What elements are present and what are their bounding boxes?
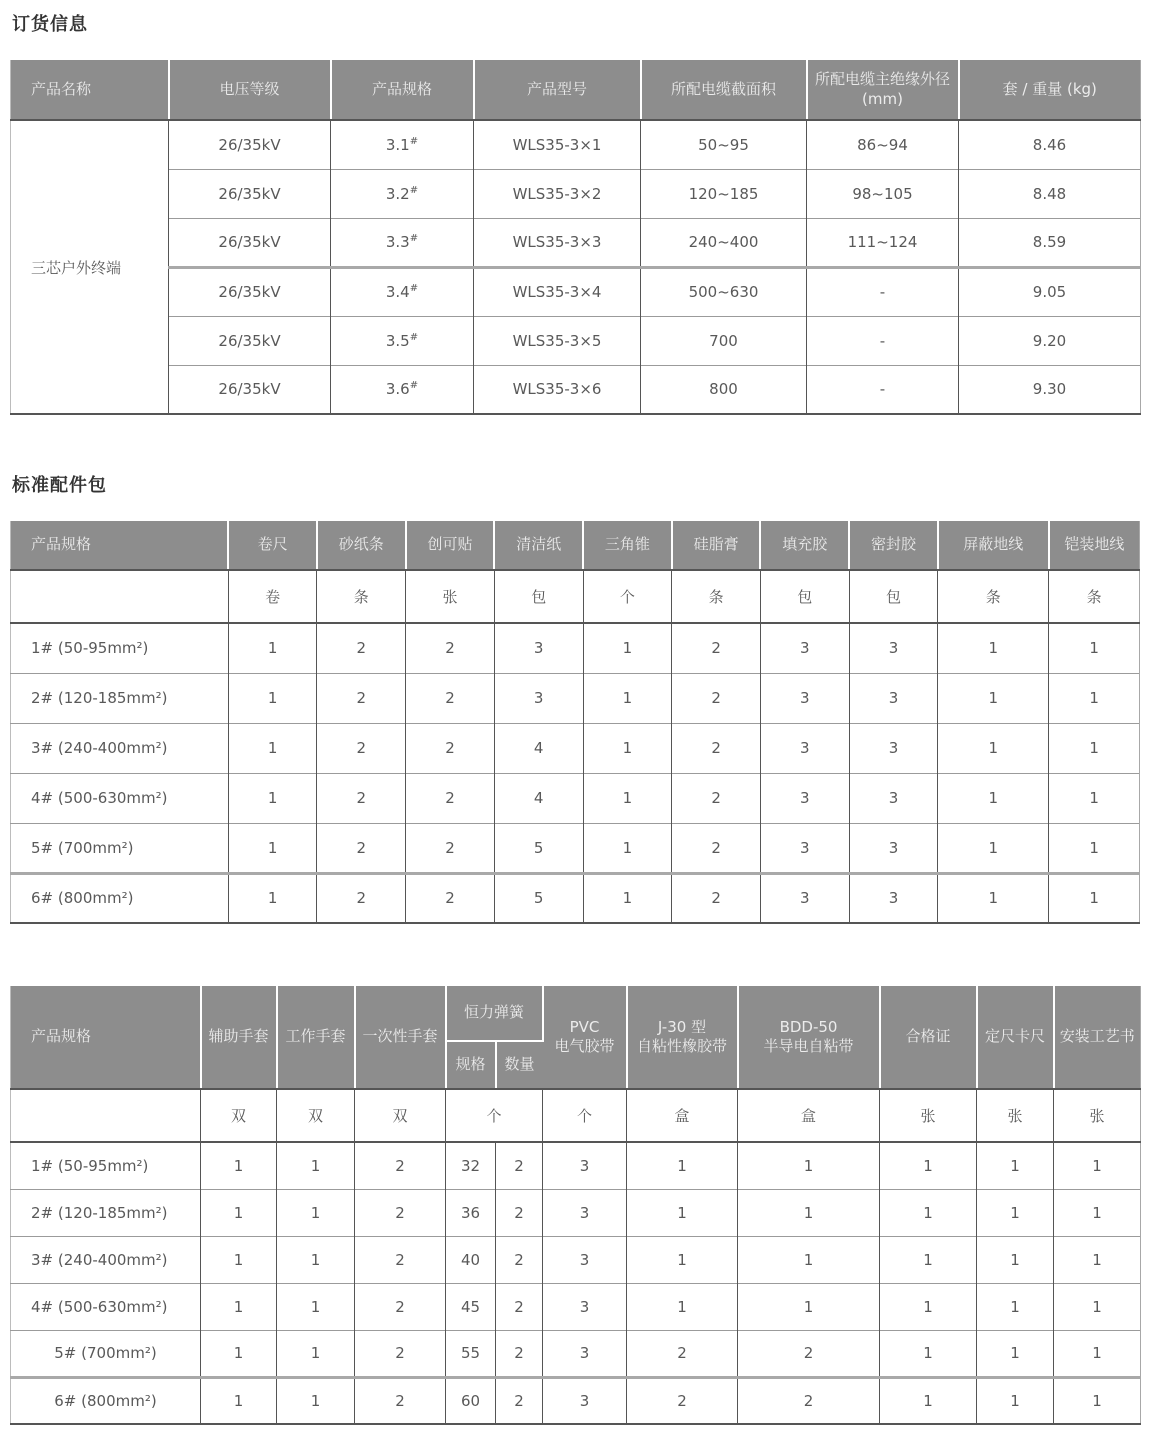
table-cell: 3# (240-400mm²) [11, 723, 229, 773]
table-cell: 1 [977, 1283, 1054, 1330]
table-row [11, 1189, 1141, 1236]
accessory-table-2-header [11, 986, 1141, 1089]
col-header-insulation-od-line1: 所配电缆主绝缘外径 [814, 70, 950, 88]
col-header-spec: 产品规格 [11, 986, 201, 1089]
table-cell: 60 [446, 1377, 496, 1424]
table-cell: 9.05 [959, 267, 1141, 316]
table-cell: 1 [228, 623, 317, 673]
accessory-table-1-header [11, 521, 1140, 570]
table-cell: 1 [1054, 1377, 1141, 1424]
table-cell: 40 [446, 1236, 496, 1283]
unit-cell: 张 [880, 1089, 977, 1142]
table-cell: 1 [583, 623, 672, 673]
table-row [11, 773, 1140, 823]
col-header-sandpaper: 砂纸条 [317, 521, 406, 570]
table-cell: 3.3# [331, 218, 474, 267]
col-header-insulation-od-line2: (mm) [862, 89, 903, 108]
col-header-spec: 产品规格 [11, 521, 229, 570]
table-cell: 1 [1049, 823, 1140, 873]
table-cell: 2 [496, 1377, 543, 1424]
table-cell: 1 [583, 673, 672, 723]
table-cell: 1 [738, 1142, 880, 1189]
accessory-table-2-body [11, 1142, 1141, 1424]
table-cell: 1 [738, 1283, 880, 1330]
unit-cell: 个 [583, 570, 672, 623]
standard-accessory-table-2 [10, 986, 1141, 1425]
table-cell: 1 [201, 1377, 277, 1424]
table-cell: 1 [1049, 673, 1140, 723]
table-cell: 5# (700mm²) [11, 823, 229, 873]
table-row [11, 673, 1140, 723]
product-name-cell: 三芯户外终端 [11, 120, 169, 414]
table-cell: 50~95 [641, 120, 807, 169]
table-cell: 86~94 [807, 120, 959, 169]
table-cell: 3 [543, 1330, 627, 1377]
table-cell: 1 [738, 1236, 880, 1283]
table-cell: 1 [938, 673, 1049, 723]
header-row [11, 60, 1141, 120]
table-row [11, 316, 1141, 365]
table-cell: 5 [494, 823, 583, 873]
table-cell: 1 [201, 1283, 277, 1330]
table-cell: 1# (50-95mm²) [11, 623, 229, 673]
table-cell: 3 [543, 1377, 627, 1424]
col-header-work-gloves: 工作手套 [277, 986, 355, 1089]
table-cell: 2 [355, 1236, 446, 1283]
col-header-aux-gloves: 辅助手套 [201, 986, 277, 1089]
table-row [11, 1330, 1141, 1377]
table-cell: 6# (800mm²) [11, 1377, 201, 1424]
table-row [11, 1142, 1141, 1189]
table-cell: 4# (500-630mm²) [11, 773, 229, 823]
table-cell: 1 [880, 1142, 977, 1189]
col-header-spec: 产品规格 [331, 60, 474, 120]
unit-cell: 包 [849, 570, 938, 623]
table-cell: 2 [317, 823, 406, 873]
col-header-weight: 套 / 重量 (kg) [959, 60, 1141, 120]
table-cell: 26/35kV [169, 316, 331, 365]
table-cell: 2 [672, 623, 761, 673]
table-row [11, 873, 1140, 923]
header-row [11, 521, 1140, 570]
unit-cell: 盒 [627, 1089, 738, 1142]
table-cell: 2 [317, 773, 406, 823]
table-cell: 9.30 [959, 365, 1141, 414]
table-cell: 2 [406, 723, 495, 773]
table-row [11, 723, 1140, 773]
table-cell: 1 [277, 1377, 355, 1424]
table-cell: 26/35kV [169, 218, 331, 267]
col-header-shield-ground-wire: 屏蔽地线 [938, 521, 1049, 570]
table-cell: 1 [880, 1283, 977, 1330]
table-cell: 1 [880, 1377, 977, 1424]
table-cell: WLS35-3×5 [474, 316, 641, 365]
table-cell: 2 [317, 723, 406, 773]
table-row [11, 623, 1140, 673]
table-cell: 1 [1054, 1142, 1141, 1189]
table-cell: 2 [496, 1142, 543, 1189]
unit-cell: 张 [406, 570, 495, 623]
table-cell: 700 [641, 316, 807, 365]
table-cell: 3 [543, 1142, 627, 1189]
unit-cell: 包 [760, 570, 849, 623]
unit-cell: 个 [446, 1089, 543, 1142]
col-header-product-name: 产品名称 [11, 60, 169, 120]
table-cell: 2 [496, 1189, 543, 1236]
table-cell: 2 [317, 673, 406, 723]
table-cell: 1 [1054, 1189, 1141, 1236]
unit-cell: 包 [494, 570, 583, 623]
table-cell: 1 [583, 873, 672, 923]
table-cell: 4# (500-630mm²) [11, 1283, 201, 1330]
col-header-model: 产品型号 [474, 60, 641, 120]
table-cell: 2 [406, 673, 495, 723]
table-cell: 8.48 [959, 169, 1141, 218]
table-cell: 3 [849, 873, 938, 923]
col-header-cleaning-paper: 清洁纸 [494, 521, 583, 570]
table-row [11, 365, 1141, 414]
table-cell: 1 [228, 873, 317, 923]
table-row [11, 267, 1141, 316]
col-header-spring-spec: 规格 [446, 1041, 496, 1089]
table-row [11, 120, 1141, 169]
table-cell: 3 [849, 723, 938, 773]
table-cell: 1 [201, 1330, 277, 1377]
table-cell: WLS35-3×3 [474, 218, 641, 267]
table-cell: 1 [938, 873, 1049, 923]
table-cell: 2 [672, 823, 761, 873]
table-row [11, 1283, 1141, 1330]
table-cell: 2 [406, 623, 495, 673]
table-cell: 3 [760, 723, 849, 773]
table-cell: 2 [627, 1377, 738, 1424]
unit-row [11, 570, 1140, 623]
table-cell: 1 [627, 1142, 738, 1189]
table-cell: 2# (120-185mm²) [11, 1189, 201, 1236]
table-cell: 55 [446, 1330, 496, 1377]
table-cell: 240~400 [641, 218, 807, 267]
table-cell: 32 [446, 1142, 496, 1189]
table-cell: WLS35-3×1 [474, 120, 641, 169]
col-header-install-manual: 安装工艺书 [1054, 986, 1141, 1089]
table-cell: 3 [849, 673, 938, 723]
table-cell: 2 [317, 623, 406, 673]
unit-cell: 双 [277, 1089, 355, 1142]
col-header-tape-measure: 卷尺 [228, 521, 317, 570]
table-cell: 98~105 [807, 169, 959, 218]
table-cell: 8.46 [959, 120, 1141, 169]
table-row [11, 218, 1141, 267]
unit-cell: 卷 [228, 570, 317, 623]
table-cell: 3 [543, 1283, 627, 1330]
table-cell: 3# (240-400mm²) [11, 1236, 201, 1283]
accessory-table-1-body [11, 623, 1140, 923]
table-cell: 1 [1049, 623, 1140, 673]
table-cell: 1 [977, 1236, 1054, 1283]
table-cell: 1 [627, 1189, 738, 1236]
table-cell: 1 [277, 1283, 355, 1330]
table-cell: 8.59 [959, 218, 1141, 267]
table-row [11, 823, 1140, 873]
col-header-bandaid: 创可贴 [406, 521, 495, 570]
table-cell: 3 [543, 1189, 627, 1236]
col-header-constant-force-spring: 恒力弹簧 [446, 986, 543, 1041]
col-header-voltage: 电压等级 [169, 60, 331, 120]
table-cell: 3 [849, 773, 938, 823]
table-cell: 3 [760, 823, 849, 873]
table-cell: 3 [760, 623, 849, 673]
col-header-bdd50-line1: BDD-50 [779, 1017, 838, 1036]
unit-cell: 双 [201, 1089, 277, 1142]
table-cell: 2 [672, 873, 761, 923]
unit-cell: 条 [938, 570, 1049, 623]
table-cell: 1 [880, 1330, 977, 1377]
table-cell: 26/35kV [169, 365, 331, 414]
table-cell: 3 [760, 773, 849, 823]
table-cell: 2 [406, 773, 495, 823]
table-cell: 2 [496, 1283, 543, 1330]
table-row [11, 1236, 1141, 1283]
table-cell: 2 [738, 1377, 880, 1424]
table-cell: 2 [355, 1142, 446, 1189]
accessory-table-1-units [11, 570, 1140, 623]
col-header-armor-ground-wire: 铠装地线 [1049, 521, 1140, 570]
table-cell: 45 [446, 1283, 496, 1330]
col-header-j30-line2: 自粘性橡胶带 [637, 1037, 728, 1055]
col-header-cable-section: 所配电缆截面积 [641, 60, 807, 120]
table-cell: 1 [1054, 1330, 1141, 1377]
table-cell: WLS35-3×4 [474, 267, 641, 316]
table-cell: 3.5# [331, 316, 474, 365]
table-cell: 1 [1054, 1236, 1141, 1283]
table-cell: 1 [627, 1236, 738, 1283]
ordering-table-header [11, 60, 1141, 120]
table-cell: - [807, 267, 959, 316]
table-cell: 2 [355, 1283, 446, 1330]
table-cell: 2 [627, 1330, 738, 1377]
col-header-pvc-tape-line1: PVC [569, 1017, 600, 1036]
col-header-insulation-od [807, 60, 959, 120]
col-header-pvc-tape [543, 986, 627, 1089]
table-cell: 1 [977, 1189, 1054, 1236]
table-cell: WLS35-3×6 [474, 365, 641, 414]
table-cell: - [807, 316, 959, 365]
table-cell: 800 [641, 365, 807, 414]
standard-accessory-table-1 [10, 521, 1140, 924]
table-cell: 1 [938, 723, 1049, 773]
table-cell: 1 [201, 1189, 277, 1236]
table-cell: 1 [627, 1283, 738, 1330]
table-cell: 1 [938, 623, 1049, 673]
unit-cell: 条 [672, 570, 761, 623]
ordering-table [10, 60, 1141, 415]
col-header-sealant: 密封胶 [849, 521, 938, 570]
table-cell: 2 [496, 1236, 543, 1283]
col-header-bdd50-tape [738, 986, 880, 1089]
col-header-j30-rubber-tape [627, 986, 738, 1089]
table-cell: 1 [977, 1142, 1054, 1189]
table-cell: 1 [228, 723, 317, 773]
table-cell: 1 [1049, 723, 1140, 773]
table-cell: 1 [277, 1142, 355, 1189]
table-cell: 3.1# [331, 120, 474, 169]
table-cell: WLS35-3×2 [474, 169, 641, 218]
unit-cell: 张 [1054, 1089, 1141, 1142]
table-cell: 26/35kV [169, 169, 331, 218]
table-cell: 1 [201, 1236, 277, 1283]
col-header-caliper: 定尺卡尺 [977, 986, 1054, 1089]
table-cell: 3.6# [331, 365, 474, 414]
header-row [11, 986, 1141, 1041]
unit-cell: 盒 [738, 1089, 880, 1142]
table-cell: 3 [849, 823, 938, 873]
unit-cell: 双 [355, 1089, 446, 1142]
table-cell: 1 [228, 773, 317, 823]
table-cell: 1 [583, 773, 672, 823]
col-header-pvc-tape-line2: 电气胶带 [554, 1037, 615, 1055]
table-cell: 5# (700mm²) [11, 1330, 201, 1377]
table-cell: 2 [355, 1189, 446, 1236]
unit-row [11, 1089, 1141, 1142]
table-cell: 111~124 [807, 218, 959, 267]
table-cell: 1 [583, 823, 672, 873]
table-cell: 2 [672, 773, 761, 823]
table-cell: 5 [494, 873, 583, 923]
unit-cell: 张 [977, 1089, 1054, 1142]
table-cell: 3 [849, 623, 938, 673]
unit-cell: 条 [1049, 570, 1140, 623]
table-cell: 1 [977, 1330, 1054, 1377]
table-cell: 36 [446, 1189, 496, 1236]
table-cell: 1 [738, 1189, 880, 1236]
col-header-bdd50-line2: 半导电自粘带 [763, 1037, 854, 1055]
unit-cell: 条 [317, 570, 406, 623]
col-header-silicone-grease: 硅脂膏 [672, 521, 761, 570]
table-cell: 1 [977, 1377, 1054, 1424]
table-row [11, 1377, 1141, 1424]
table-cell: 3.2# [331, 169, 474, 218]
accessory-table-2-units [11, 1089, 1141, 1142]
table-cell: 4 [494, 773, 583, 823]
table-cell: 3 [494, 673, 583, 723]
table-cell: 9.20 [959, 316, 1141, 365]
table-cell: 1 [583, 723, 672, 773]
table-cell: 1 [1049, 773, 1140, 823]
table-cell: 2 [355, 1330, 446, 1377]
table-cell: 4 [494, 723, 583, 773]
table-cell: 1 [1049, 873, 1140, 923]
table-cell: 1 [228, 823, 317, 873]
table-cell: 3 [760, 673, 849, 723]
table-cell: 1 [880, 1236, 977, 1283]
table-cell: 2 [738, 1330, 880, 1377]
table-row [11, 169, 1141, 218]
table-cell: 2 [496, 1330, 543, 1377]
table-cell: - [807, 365, 959, 414]
unit-cell: 个 [543, 1089, 627, 1142]
table-cell: 26/35kV [169, 267, 331, 316]
table-cell: 3 [543, 1236, 627, 1283]
table-cell: 1 [938, 823, 1049, 873]
empty-cell [11, 1089, 201, 1142]
ordering-table-body [11, 120, 1141, 414]
table-cell: 2 [672, 673, 761, 723]
table-cell: 2 [406, 873, 495, 923]
table-cell: 1 [228, 673, 317, 723]
table-cell: 2# (120-185mm²) [11, 673, 229, 723]
table-cell: 3.4# [331, 267, 474, 316]
empty-cell [11, 570, 229, 623]
col-header-triangle-cone: 三角锥 [583, 521, 672, 570]
table-cell: 6# (800mm²) [11, 873, 229, 923]
table-cell: 500~630 [641, 267, 807, 316]
table-cell: 1 [1054, 1283, 1141, 1330]
table-cell: 1 [201, 1142, 277, 1189]
table-cell: 1 [277, 1189, 355, 1236]
table-cell: 1# (50-95mm²) [11, 1142, 201, 1189]
col-header-spring-qty: 数量 [496, 1041, 543, 1089]
col-header-j30-line1: J-30 型 [657, 1017, 707, 1036]
table-cell: 1 [880, 1189, 977, 1236]
col-header-certificate: 合格证 [880, 986, 977, 1089]
table-cell: 2 [317, 873, 406, 923]
col-header-filler-glue: 填充胶 [760, 521, 849, 570]
table-cell: 1 [938, 773, 1049, 823]
table-cell: 1 [277, 1236, 355, 1283]
section-title-accessories: 标准配件包 [12, 475, 107, 496]
col-header-disposable-gloves: 一次性手套 [355, 986, 446, 1089]
table-cell: 2 [406, 823, 495, 873]
table-cell: 120~185 [641, 169, 807, 218]
table-cell: 3 [494, 623, 583, 673]
section-title-ordering: 订货信息 [12, 14, 88, 35]
table-cell: 26/35kV [169, 120, 331, 169]
table-cell: 3 [760, 873, 849, 923]
table-cell: 2 [672, 723, 761, 773]
table-cell: 2 [355, 1377, 446, 1424]
table-cell: 1 [277, 1330, 355, 1377]
